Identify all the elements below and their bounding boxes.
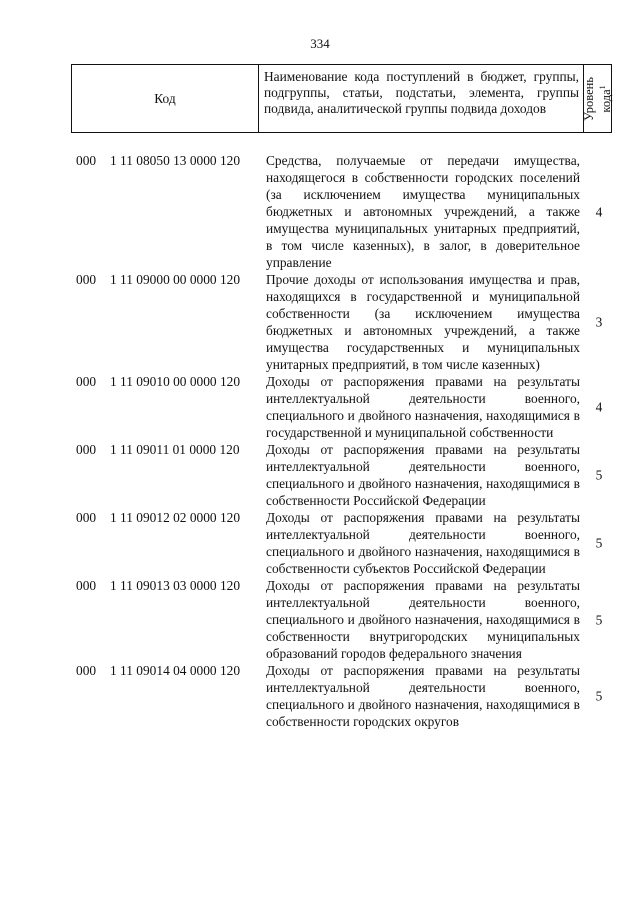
row-level: 5 xyxy=(595,535,603,551)
row-name: Доходы от распоряжения правами на результаты интеллектуальной деятельности военного, специального и двойного назначения, находящимися в государственной и муниципальной собственности xyxy=(266,374,580,440)
header-level-label-line2: кода xyxy=(598,88,613,113)
row-level: 5 xyxy=(595,612,603,627)
row-prefix: 000 xyxy=(76,663,97,678)
header-level-cell xyxy=(581,65,613,132)
row-code: 1 11 08050 13 0000 120 xyxy=(110,153,241,168)
header-name-cell xyxy=(259,65,584,132)
row-level: 3 xyxy=(595,314,603,330)
header-level-footnote: 1 xyxy=(597,84,607,89)
row-code: 1 11 09000 00 0000 120 xyxy=(110,272,241,287)
row-code: 1 11 09012 02 0000 120 xyxy=(110,510,241,525)
row-code: 1 11 09013 03 0000 120 xyxy=(110,578,241,593)
row-code: 1 11 09011 01 0000 120 xyxy=(110,442,240,457)
row-name: Доходы от распоряжения правами на результаты интеллектуальной деятельности военного, специального и двойного назначения, находящимися в собственности субъектов Российской Федерации xyxy=(266,510,580,576)
table-row xyxy=(0,271,640,373)
table-row xyxy=(0,509,640,577)
row-name: Доходы от распоряжения правами на результаты интеллектуальной деятельности военного, специального и двойного назначения, находящимися в собственности Российской Федерации xyxy=(266,442,580,508)
table-header xyxy=(71,64,612,133)
header-name-label: Наименование кода поступлений в бюджет, группы, подгруппы, статьи, подстатьи, элемента, группы подвида, аналитической группы подвида доходов xyxy=(264,69,579,116)
header-code-label: Код xyxy=(154,90,176,106)
header-code-cell xyxy=(72,65,259,132)
row-level: 5 xyxy=(595,688,603,704)
row-prefix: 000 xyxy=(76,272,97,287)
row-prefix: 000 xyxy=(76,442,97,457)
row-prefix: 000 xyxy=(76,510,97,525)
row-level: 4 xyxy=(595,204,603,219)
page-number: 334 xyxy=(310,36,330,51)
row-code: 1 11 09014 04 0000 120 xyxy=(110,663,241,678)
header-level-label-line1: Уровень xyxy=(581,76,596,121)
table-row xyxy=(0,152,640,271)
table-row xyxy=(0,441,640,509)
row-prefix: 000 xyxy=(76,374,97,389)
row-name: Средства, получаемые от передачи имущества, находящегося в собственности городских поселений (за исключением имущества муниципальных бюджетных и автономных учреждений, а также имущества муниципальных унитарных предприятий, в том числе казенных), в залог, в доверительное управление xyxy=(266,153,580,270)
row-prefix: 000 xyxy=(76,578,97,593)
table-row xyxy=(0,577,640,662)
row-name: Доходы от распоряжения правами на результаты интеллектуальной деятельности военного, специального и двойного назначения, находящимися в собственности городских округов xyxy=(266,663,580,729)
row-name: Доходы от распоряжения правами на результаты интеллектуальной деятельности военного, специального и двойного назначения, находящимися в собственности внутригородских муниципальных образований городов федерального значения xyxy=(266,578,580,661)
row-code: 1 11 09010 00 0000 120 xyxy=(110,374,241,389)
header-level-label xyxy=(582,76,612,120)
row-prefix: 000 xyxy=(76,153,97,168)
table-row xyxy=(0,373,640,441)
row-name: Прочие доходы от использования имущества и прав, находящихся в государственной и муниципальной собственности (за исключением имущества бюджетных и автономных учреждений, а также имущества государственных и муниципальных унитарных предприятий, в том числе казенных) xyxy=(266,272,580,372)
row-level: 5 xyxy=(595,467,603,483)
table-body xyxy=(0,152,640,730)
row-level: 4 xyxy=(595,399,603,415)
table-row xyxy=(0,662,640,730)
